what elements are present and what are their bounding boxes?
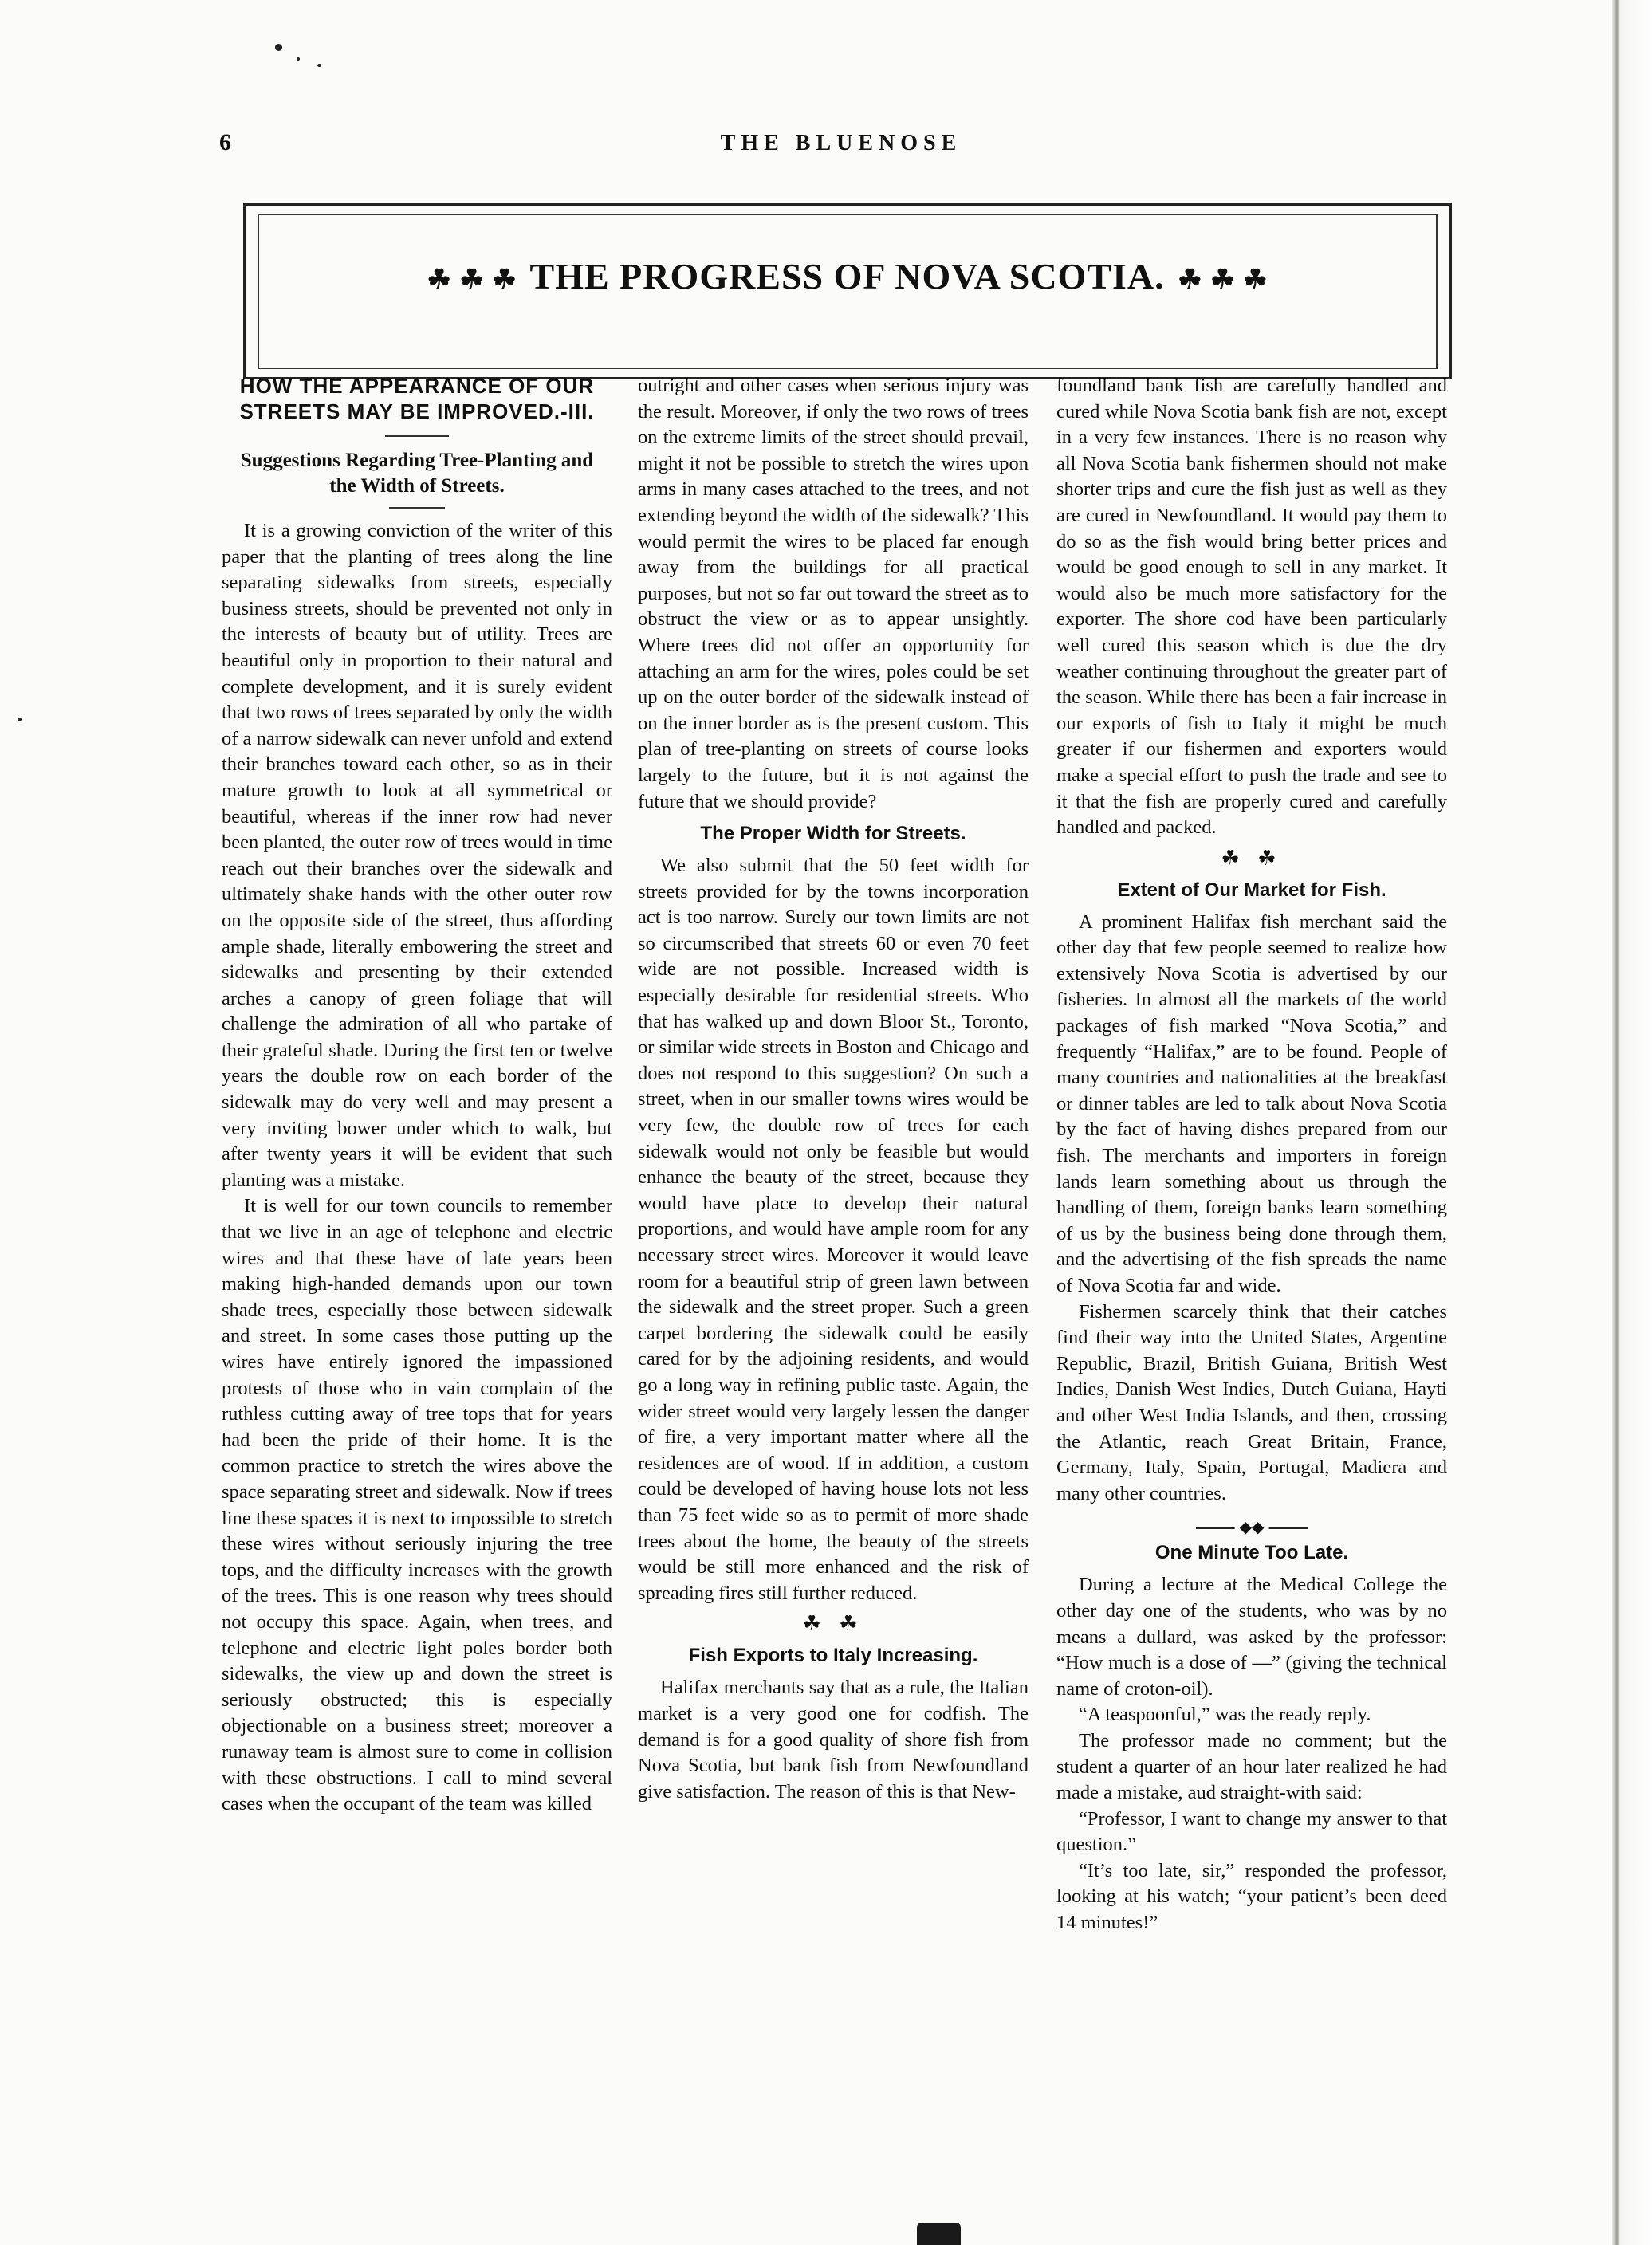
column-2 [638, 373, 1029, 1805]
paragraph: Fishermen scarcely think that their catches find their way into the United States, Argentine Republic, Brazil, British Guiana, British West Indies, Danish West Indies, Dutch Guiana, Hayti and other West India Islands, and then, crossing the Atlantic, reach Great Britain, France, Germany, Italy, Spain, Portugal, Madiera and many other countries. [1056, 1300, 1447, 1504]
banner-inner-frame [258, 214, 1438, 369]
article-heading-line: HOW THE APPEARANCE OF OUR [239, 374, 595, 398]
banner-title: THE PROGRESS OF NOVA SCOTIA. [529, 256, 1165, 297]
heading-rule [385, 435, 449, 437]
paragraph: “Professor, I want to change my answer to that question.” [1056, 1807, 1447, 1856]
column-1 [222, 373, 612, 1818]
banner-title-row [259, 255, 1436, 297]
clover-ornament-icon: ☘ ☘ [1221, 846, 1283, 870]
subheading-line: Suggestions Regarding Tree-Planting and [240, 450, 594, 471]
section-heading: Fish Exports to Italy Increasing. [688, 1645, 978, 1667]
paragraph: Halifax merchants say that as a rule, the Italian market is a very good one for codfish. The demand is for a good quality of shore fish from Nova Scotia, but bank fish from Newfoundland give satisfaction. The reason of this is that New- [638, 1677, 1029, 1803]
ink-speck [18, 718, 22, 721]
paragraph: The professor made no comment; but the student a quarter of an hour later realized he had made a mistake, aud straight-with said: [1056, 1729, 1447, 1804]
paragraph: “A teaspoonful,” was the ready reply. [1079, 1704, 1371, 1726]
ink-speck [297, 57, 300, 61]
divider-ornament-icon: ◆◆ [1235, 1517, 1269, 1538]
subheading-line: the Width of Streets. [329, 475, 505, 497]
running-header [219, 129, 1463, 161]
paragraph: “It’s too late, sir,” responded the professor, looking at his watch; “your patient’s been deed 14 minutes!” [1056, 1859, 1447, 1934]
paragraph: outright and other cases when serious injury was the result. Moreover, if only the two rows of trees on the extreme limits of the street should prevail, might it not be possible to stretch the wires upon arms in many cases attached to the trees, and not extending beyond the width of the sidewalk? This would permit the wires to be placed far enough away from the buildings for all practical purposes, but not so far out toward the street as to obstruct the view or as to appear unsightly. Where trees did not offer an opportunity for attaching an arm for the wires, poles could be set up on the outer border of the sidewalk instead of on the inner border as is the present custom. This plan of tree-planting on streets of course looks largely to the future, but it is not against the future that we should provide? [638, 375, 1029, 812]
page-title: THE BLUENOSE [720, 131, 962, 155]
column-3 [1056, 373, 1447, 1936]
section-heading: The Proper Width for Streets. [700, 823, 966, 845]
paragraph: foundland bank fish are carefully handled and cured while Nova Scotia bank fish are not, except in a very few instances. There is no reason why all Nova Scotia bank fishermen should not make shorter trips and cure the fish just as well as they are cured in Newfoundland. It would pay them to do so as the fish would bring better prices and would be good enough to sell in any market. It would also be much more satisfactory for the exporter. The shore cod have been particularly well cured this season which is due the dry weather continuing throughout the greater part of the season. While there has been a fair increase in our exports of fish to Italy it might be much greater if our fishermen and exporters would make a special effort to push the trade and see to it that the fish are properly cured and carefully handled and packed. [1056, 375, 1447, 839]
article-heading-line: STREETS MAY BE IMPROVED.-III. [239, 399, 595, 423]
binding-edge [1612, 0, 1652, 2245]
subheading-rule [389, 507, 445, 509]
binding-clip [917, 2223, 961, 2245]
article-subheading [222, 448, 612, 499]
page-number: 6 [219, 129, 231, 155]
clover-ornament-icon: ☘ ☘ ☘ [1178, 265, 1268, 295]
section-banner [243, 203, 1452, 379]
section-divider [1196, 1519, 1308, 1537]
paragraph: It is a growing conviction of the writer of this paper that the planting of trees along the line separating sidewalks from streets, especially business streets, should be prevented not only in the interests of beauty but of utility. Trees are beautiful only in proportion to their natural and complete development, and it is surely evident that two rows of trees separated by only the width of a narrow sidewalk can never unfold and extend their branches toward each other, so as in their mature growth to look at all symmetrical or beautiful, whereas if the inner row had never been planted, the outer row of trees would in time reach out their branches over the sidewalk and ultimately shake hands with the other outer row on the opposite side of the street, thus affording ample shade, literally embowering the street and sidewalks and presenting by their extended arches a canopy of green foliage that will challenge the admiration of all who partake of their grateful shade. During the first ten or twelve years the double row on each border of the sidewalk may do very well and may present a very inviting bower under which to walk, but after twenty years it will be evident that such planting was a mistake. [222, 520, 612, 1191]
ink-speck [275, 44, 282, 51]
paragraph: During a lecture at the Medical College the other day one of the students, who was by no means a dullard, was asked by the professor: “How much is a dose of —” (giving the technical name of croton-oil). [1056, 1574, 1447, 1700]
section-heading: Extent of Our Market for Fish. [1117, 879, 1386, 901]
clover-ornament-icon: ☘ ☘ ☘ [427, 265, 517, 295]
clover-ornament-icon: ☘ ☘ [802, 1612, 864, 1636]
paragraph: It is well for our town councils to remember that we live in an age of telephone and electric wires and that these have of late years been making high-handed demands upon our town shade trees, especially those between sidewalk and street. In some cases those putting up the wires have entirely ignored the impassioned protests of those who in vain complain of the ruthless cutting away of tree tops that for years had been the pride of their home. It is the common practice to stretch the wires above the space separating street and sidewalk. Now if trees line these spaces it is next to impossible to stretch these wires without seriously injuring the tree tops, and the difficulty increases with the growth of the trees. This is one reason why trees should not occupy this space. Again, when trees, and telephone and electric light poles border both sidewalks, the view up and down the street is seriously obstructed; this is especially objectionable on a business street; moreover a runaway team is almost sure to come in collision with these obstructions. I call to mind several cases when the occupant of the team was killed [222, 1195, 612, 1815]
paragraph: A prominent Halifax fish merchant said the other day that few people seemed to realize how extensively Nova Scotia is advertised by our fisheries. In almost all the markets of the world packages of fish marked “Nova Scotia,” and frequently “Halifax,” are to be found. People of many countries and nationalities at the breakfast or dinner tables are led to talk about Nova Scotia by the fact of having dishes prepared from our fish. The merchants and importers in foreign lands learn something about us through the handling of them, foreign banks learn something of us by the business being done through them, and the advertising of the fish spreads the name of Nova Scotia far and wide. [1056, 910, 1447, 1296]
paragraph: We also submit that the 50 feet width for streets provided for by the towns incorporation act is too narrow. Surely our town limits are not so circumscribed that streets 60 or even 70 feet wide are not possible. Increased width is especially desirable for residential streets. Who that has walked up and down Bloor St., Toronto, or similar wide streets in Boston and Chicago and does not respond to this suggestion? On such a street, when in our smaller towns wires would be very few, the double row of trees for each sidewalk would not only be feasible but would enhance the beauty of the street, because they would have place to develop their natural proportions, and would have ample room for any necessary street wires. Moreover it would leave room for a beautiful strip of green lawn between the sidewalk and the street proper. Such a green carpet bordering the sidewalk could be easily cared for by the adjoining residents, and would go a long way in refining public taste. Again, the wider street would very largely lessen the danger of fire, a very important matter where all the residences are of wood. If in addition, a custom could be developed of having house lots not less than 75 feet wide so as to permit of more shade trees about the home, the beauty of the streets would be still more enhanced and the risk of spreading fires still further reduced. [638, 855, 1029, 1604]
section-heading: One Minute Too Late. [1154, 1542, 1349, 1564]
ink-speck [317, 64, 321, 67]
